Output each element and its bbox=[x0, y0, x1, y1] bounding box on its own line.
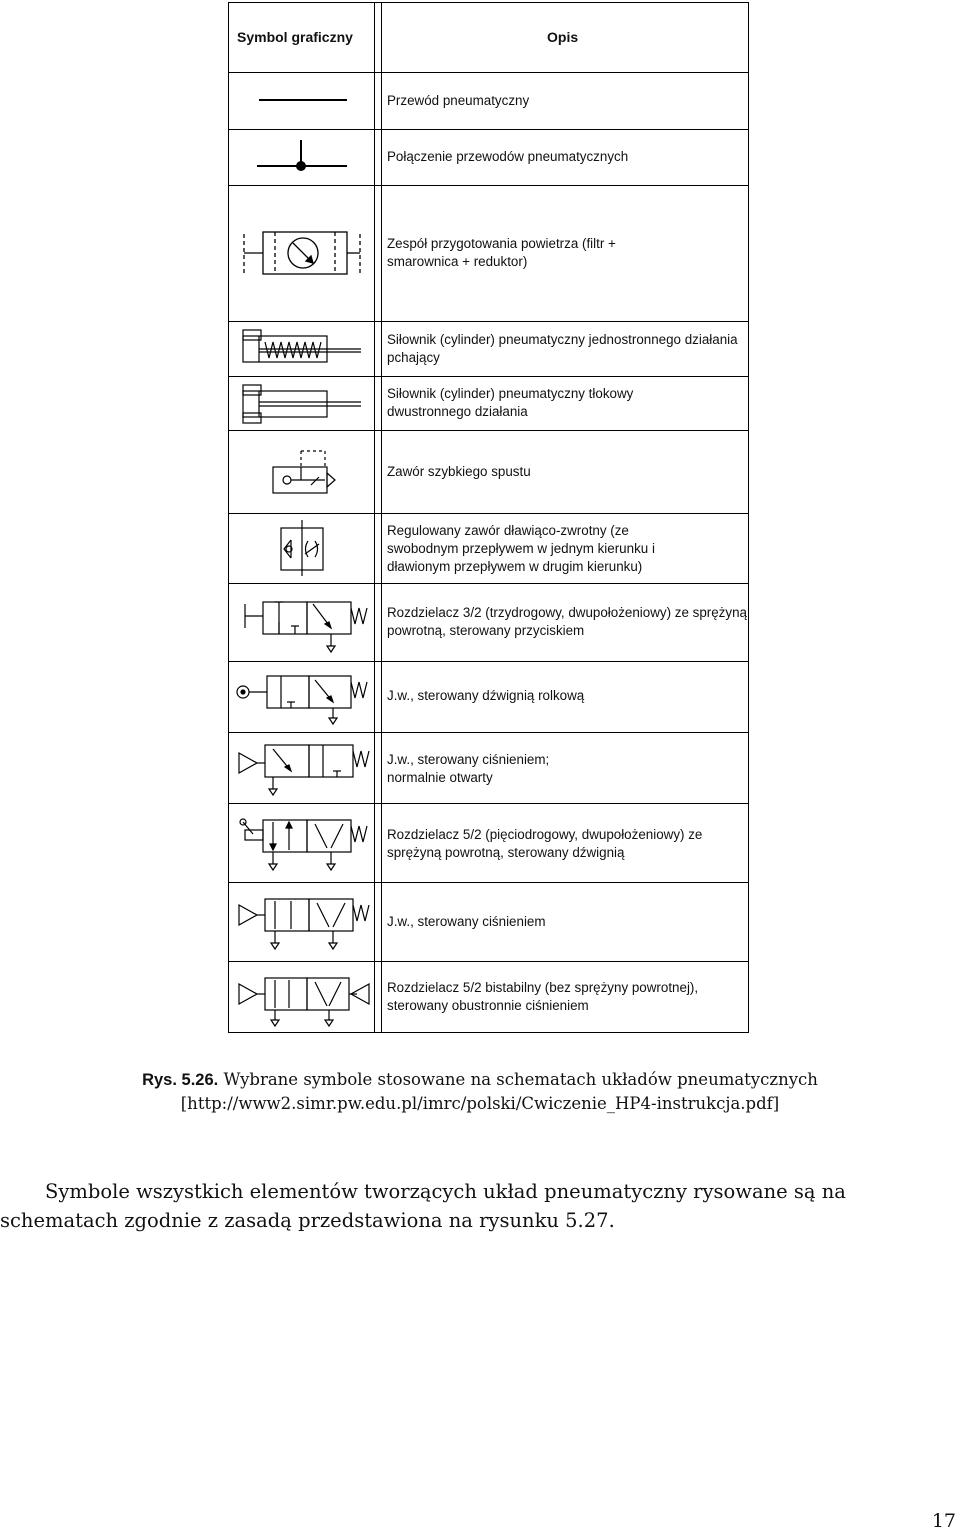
double-acting-cylinder-icon bbox=[229, 377, 375, 430]
row-description: Zawór szybkiego spustu bbox=[387, 464, 531, 479]
air-preparation-unit-icon bbox=[229, 186, 375, 321]
valve-3-2-pushbutton-icon bbox=[229, 584, 375, 661]
row-description: J.w., sterowany ciśnieniem; normalnie otwarty bbox=[387, 752, 550, 785]
single-acting-cylinder-icon bbox=[229, 322, 375, 376]
row-description: J.w., sterowany ciśnieniem bbox=[387, 914, 546, 929]
figure-caption bbox=[0, 1069, 960, 1091]
throttle-check-valve-icon bbox=[229, 514, 375, 583]
row-description: Przewód pneumatyczny bbox=[387, 93, 530, 108]
row-description: Połączenie przewodów pneumatycznych bbox=[387, 149, 629, 164]
paragraph-line: schematach zgodnie z zasadą przedstawiona na rysunku 5.27. bbox=[0, 1209, 615, 1232]
caption-source: [http://www2.simr.pw.edu.pl/imrc/polski/Cwiczenie_HP4-instrukcja.pdf] bbox=[180, 1094, 780, 1113]
row-description: Regulowany zawór dławiąco-zwrotny (ze swobodnym przepływem w jednym kierunku i dławionym przepływem w drugim kierunku) bbox=[387, 523, 655, 574]
valve-5-2-pressure-icon bbox=[229, 883, 375, 961]
quick-exhaust-valve-icon bbox=[229, 431, 375, 513]
page-number: 17 bbox=[931, 1510, 956, 1532]
row-description: Rozdzielacz 3/2 (trzydrogowy, dwupołożeniowy) ze sprężyną powrotną, sterowany przyciskiem bbox=[387, 605, 747, 638]
symbols-table bbox=[228, 2, 749, 1033]
row-description: Siłownik (cylinder) pneumatyczny jednostronnego działania pchający bbox=[387, 332, 738, 365]
caption-label: Rys. 5.26. bbox=[142, 1071, 219, 1089]
paragraph-line: Symbole wszystkich elementów tworzących układ pneumatyczny rysowane są na bbox=[45, 1180, 846, 1203]
valve-3-2-roller-icon bbox=[229, 662, 375, 732]
valve-5-2-bistable-icon bbox=[229, 962, 375, 1034]
row-description: Rozdzielacz 5/2 (pięciodrogowy, dwupołożeniowy) ze sprężyną powrotną, sterowany dźwignią bbox=[387, 827, 703, 860]
valve-3-2-pressure-icon bbox=[229, 733, 375, 803]
column-divider bbox=[381, 3, 382, 1032]
row-description: Siłownik (cylinder) pneumatyczny tłokowy dwustronnego działania bbox=[387, 386, 634, 419]
header-description: Opis bbox=[547, 29, 579, 45]
row-description: Rozdzielacz 5/2 bistabilny (bez sprężyny powrotnej), sterowany obustronnie ciśnieniem bbox=[387, 980, 699, 1013]
row-description: J.w., sterowany dźwignią rolkową bbox=[387, 688, 585, 703]
line-junction-icon bbox=[229, 130, 375, 185]
pneumatic-line-icon bbox=[229, 73, 375, 129]
valve-5-2-lever-icon bbox=[229, 804, 375, 882]
caption-text: Wybrane symbole stosowane na schematach układów pneumatycznych bbox=[218, 1070, 818, 1089]
header-symbol: Symbol graficzny bbox=[237, 29, 353, 45]
row-description: Zespół przygotowania powietrza (filtr + smarownica + reduktor) bbox=[387, 236, 616, 269]
